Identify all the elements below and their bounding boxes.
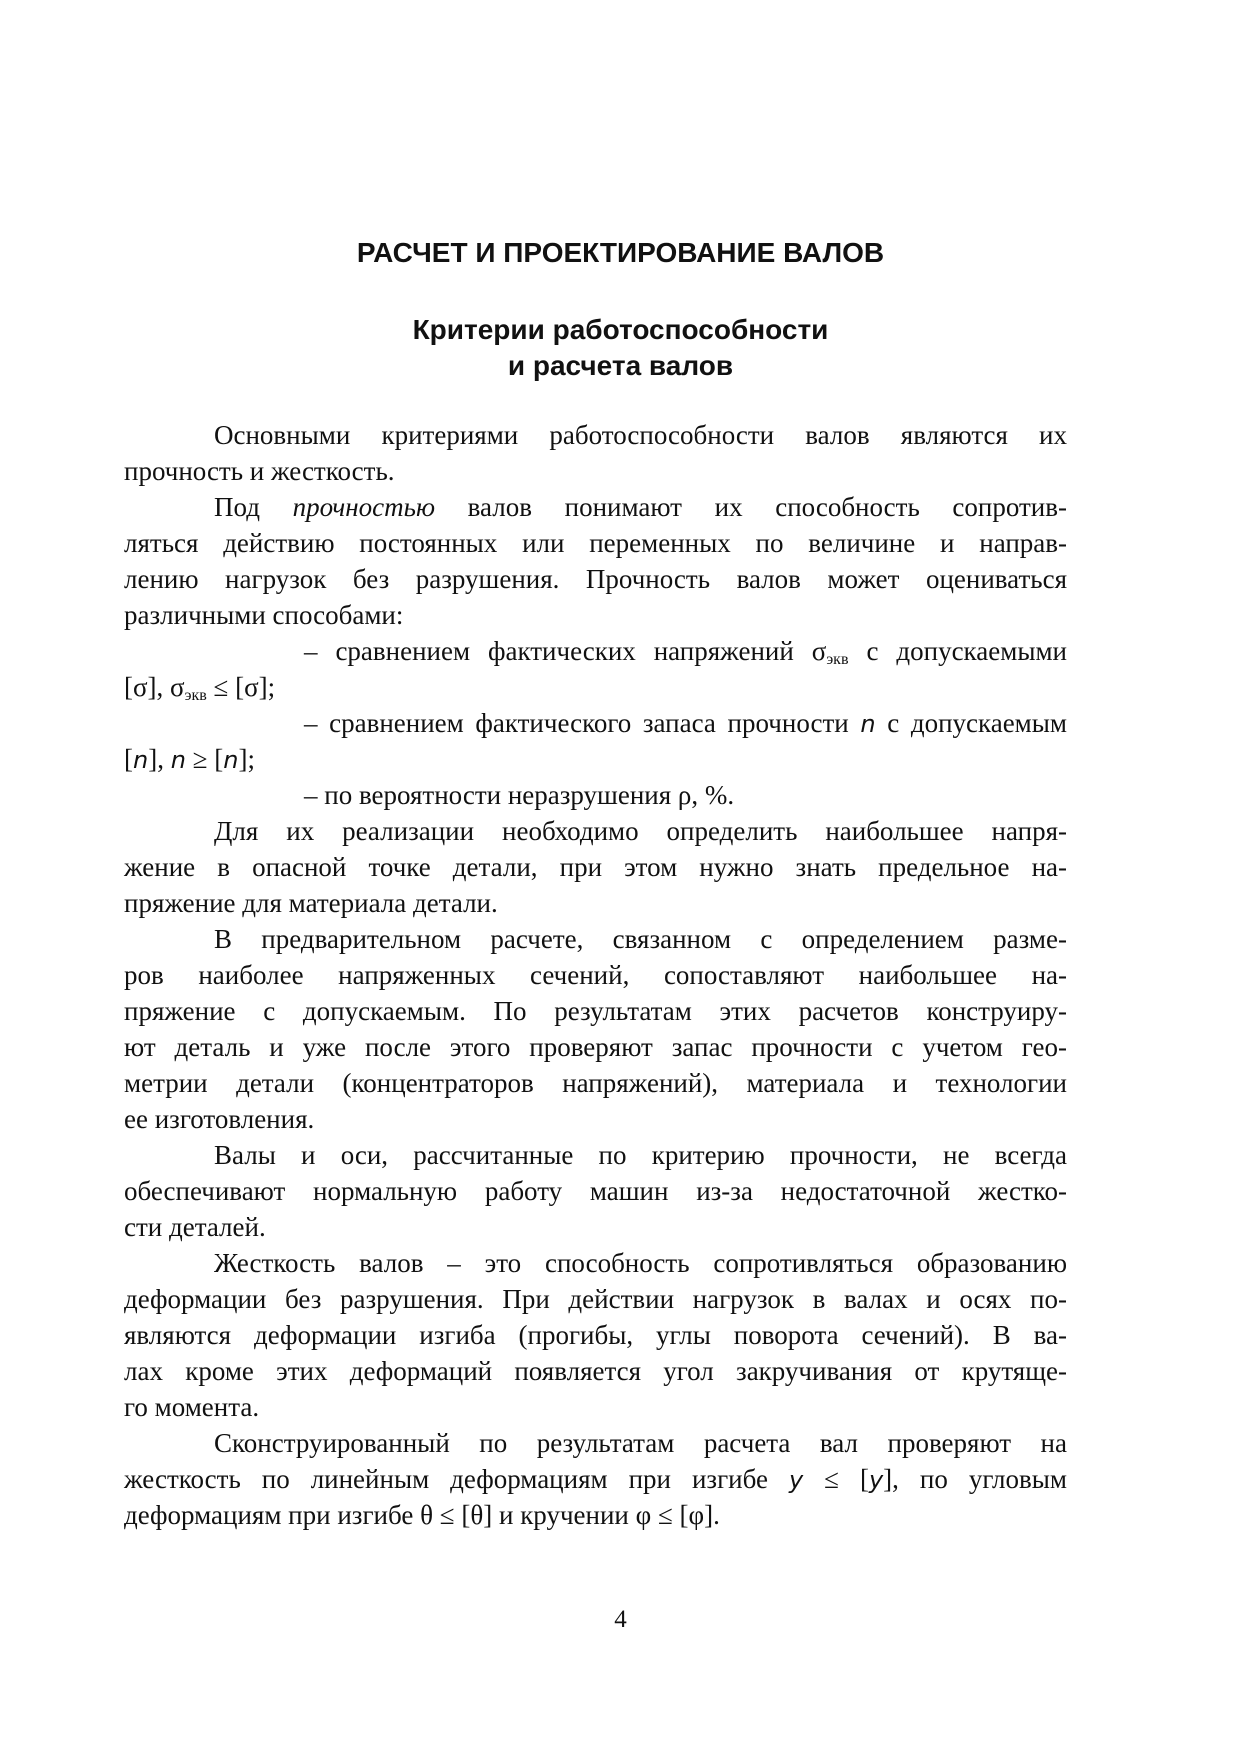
text-line: различными способами: bbox=[124, 600, 404, 630]
list-item-continuation: [σ], $\sigma_{экв} \le [\sigma]$; bbox=[124, 672, 276, 704]
text-line: обеспечивают нормальную работу машин из-за недостаточной жестко- bbox=[124, 1176, 1067, 1206]
text-line: являются деформации изгиба (прогибы, углы поворота сечений). В ва- bbox=[124, 1320, 1067, 1350]
text-line: го момента. bbox=[124, 1392, 260, 1422]
text-line: ее изготовления. bbox=[124, 1104, 315, 1134]
criteria-list bbox=[124, 633, 1067, 813]
paragraph-5 bbox=[124, 1137, 1067, 1245]
text-line: сти деталей. bbox=[124, 1212, 266, 1242]
text-line: Жесткость валов – это способность сопротивляться образованию bbox=[214, 1248, 1067, 1278]
text-line: Для их реализации необходимо определить наибольшее напря- bbox=[214, 816, 1067, 846]
list-item: – сравнением фактических напряжений $\sigma_{экв}$ с допускаемыми bbox=[304, 636, 1067, 668]
text-line: Основными критериями работоспособности валов являются их bbox=[214, 420, 1067, 450]
text-line: В предварительном расчете, связанном с определением разме- bbox=[214, 924, 1067, 954]
text-line: лах кроме этих деформаций появляется угол закручивания от крутяще- bbox=[124, 1356, 1067, 1386]
text-line: метрии детали (концентраторов напряжений), материала и технологии bbox=[124, 1068, 1067, 1098]
section-title bbox=[0, 312, 1241, 384]
text-line: жесткость по линейным деформациям при изгибе y ≤ [y], по угловым bbox=[124, 1464, 1067, 1494]
paragraph-7 bbox=[124, 1425, 1067, 1533]
text-line: прочность и жесткость. bbox=[124, 456, 395, 486]
list-item-continuation: [n], n ≥ [n]; bbox=[124, 744, 255, 774]
paragraph-4 bbox=[124, 921, 1067, 1137]
text-line: лению нагрузок без разрушения. Прочность валов может оцениваться bbox=[124, 564, 1067, 594]
text-line: жение в опасной точке детали, при этом нужно знать предельное на- bbox=[124, 852, 1067, 882]
text-line: ют деталь и уже после этого проверяют запас прочности с учетом гео- bbox=[124, 1032, 1067, 1062]
text-line: деформациям при изгибе θ ≤ [θ] и кручении φ ≤ [φ]. bbox=[124, 1500, 720, 1530]
text-line: Под прочностью валов понимают их способность сопротив- bbox=[214, 492, 1067, 522]
paragraph-2 bbox=[124, 489, 1067, 633]
paragraph-1 bbox=[124, 417, 1067, 489]
list-item: – по вероятности неразрушения ρ, %. bbox=[304, 780, 735, 810]
text-line: ров наиболее напряженных сечений, сопоставляют наибольшее на- bbox=[124, 960, 1067, 990]
paragraph-6 bbox=[124, 1245, 1067, 1425]
text-line: Сконструированный по результатам расчета вал проверяют на bbox=[214, 1428, 1067, 1458]
text-line: ляться действию постоянных или переменных по величине и направ- bbox=[124, 528, 1067, 558]
text-line: деформации без разрушения. При действии нагрузок в валах и осях по- bbox=[124, 1284, 1067, 1314]
page-title: РАСЧЕТ И ПРОЕКТИРОВАНИЕ ВАЛОВ bbox=[356, 237, 885, 268]
list-item: – сравнением фактического запаса прочности n с допускаемым bbox=[304, 708, 1067, 738]
section-title-line-1: Критерии работоспособности bbox=[412, 314, 829, 345]
paragraph-3 bbox=[124, 813, 1067, 921]
text-line: Валы и оси, рассчитанные по критерию прочности, не всегда bbox=[214, 1140, 1067, 1170]
page-number: 4 bbox=[614, 1606, 627, 1633]
text-line: пряжение с допускаемым. По результатам этих расчетов конструиру- bbox=[124, 996, 1067, 1026]
section-title-line-2: и расчета валов bbox=[507, 350, 734, 381]
text-line: пряжение для материала детали. bbox=[124, 888, 498, 918]
emphasis-term: прочностью bbox=[292, 492, 435, 522]
body-text bbox=[124, 417, 1067, 1533]
